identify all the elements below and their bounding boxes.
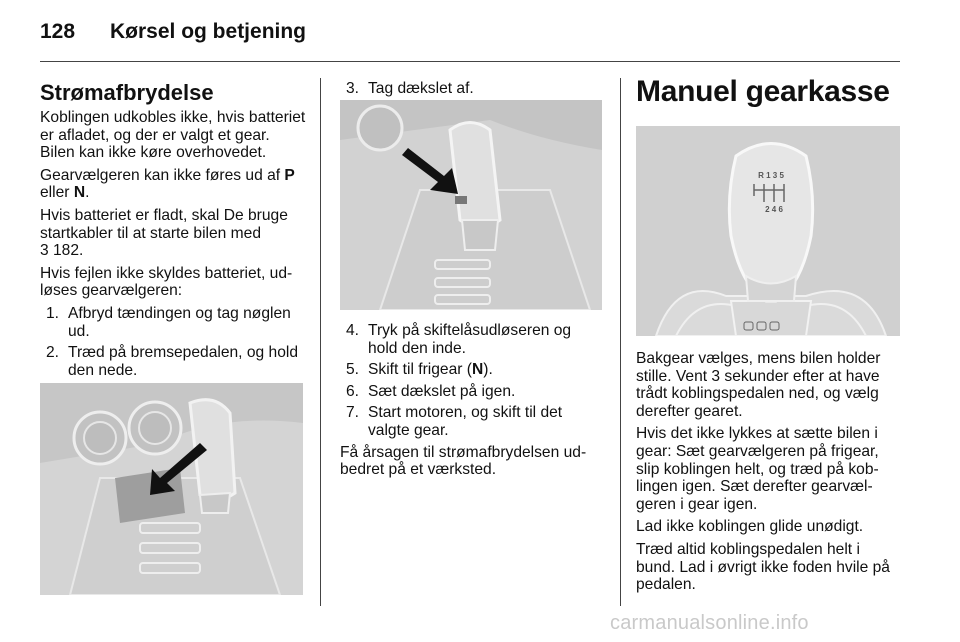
paragraph: Koblingen udkobles ikke, hvis batteriet er afladet, og der er valgt et gear. Bilen kan ikke køre overhovedet. — [40, 109, 306, 162]
list-item: 1. Afbryd tændingen og tag nøglen ud. — [46, 304, 291, 340]
section-heading-manual-gearbox: Manuel gearkasse — [636, 75, 890, 108]
knob-label-bottom: 2 4 6 — [765, 205, 783, 214]
list-item: 5. Skift til frigear (N). — [346, 361, 493, 379]
illustration-gear-knob — [636, 126, 900, 336]
column-divider-2 — [620, 78, 621, 606]
list-item: 2. Træd på bremsepedalen, og hold den nede. — [46, 344, 299, 379]
paragraph: Bakgear vælges, mens bilen holder stille. Vent 3 sekunder efter at have trådt koblingspedalen ned, og vælg derefter gearet. — [636, 350, 881, 420]
section-heading-power-failure: Strømafbrydelse — [40, 80, 214, 105]
column-2 — [340, 80, 602, 102]
list-item: 3. Tag dækslet af. — [346, 80, 474, 97]
paragraph: Hvis fejlen ikke skyldes batteriet, udløses gearvælgeren: — [40, 264, 293, 300]
list-item: 4. Tryk på skiftelåsudløseren og hold den inde. — [346, 322, 572, 357]
paragraph: Hvis batteriet er fladt, skal De bruge startkabler til at starte bilen med 3 182. — [40, 206, 288, 260]
paragraph: Træd altid koblingspedalen helt i bund. Lad i øvrigt ikke foden hvile på pedalen. — [636, 540, 890, 594]
paragraph: Få årsagen til strømafbrydelsen udbedret på et værksted. — [340, 443, 587, 479]
knob-label-top: R 1 3 5 — [758, 171, 784, 180]
paragraph: Lad ikke koblingen glide unødigt. — [636, 518, 864, 536]
column-1 — [40, 80, 308, 383]
illustration-remove-cover — [40, 383, 303, 595]
paragraph: Hvis det ikke lykkes at sætte bilen i gear: Sæt gearvælgeren på frigear, slip koblingen helt, og træd på koblingen igen. Sæt derefter gearvælgeren i gear igen. — [636, 425, 879, 513]
paragraph: Gearvælgeren kan ikke føres ud af P eller N. — [40, 166, 295, 202]
watermark: carmanualsonline.info — [610, 612, 809, 634]
column-3-text — [636, 350, 902, 599]
illustration-shift-lock — [340, 100, 602, 310]
page-reference: 3 182. — [40, 242, 84, 260]
column-divider-1 — [320, 78, 321, 606]
chapter-title: Kørsel og betjening — [110, 20, 307, 43]
column-3 — [636, 74, 900, 120]
list-item: 7. Start motoren, og skift til det valgte gear. — [346, 404, 563, 439]
page-number: 128 — [40, 20, 76, 43]
column-2-continued — [340, 322, 602, 479]
header-rule — [40, 61, 900, 62]
list-item: 6. Sæt dækslet på igen. — [346, 382, 516, 400]
page-header — [40, 20, 306, 44]
